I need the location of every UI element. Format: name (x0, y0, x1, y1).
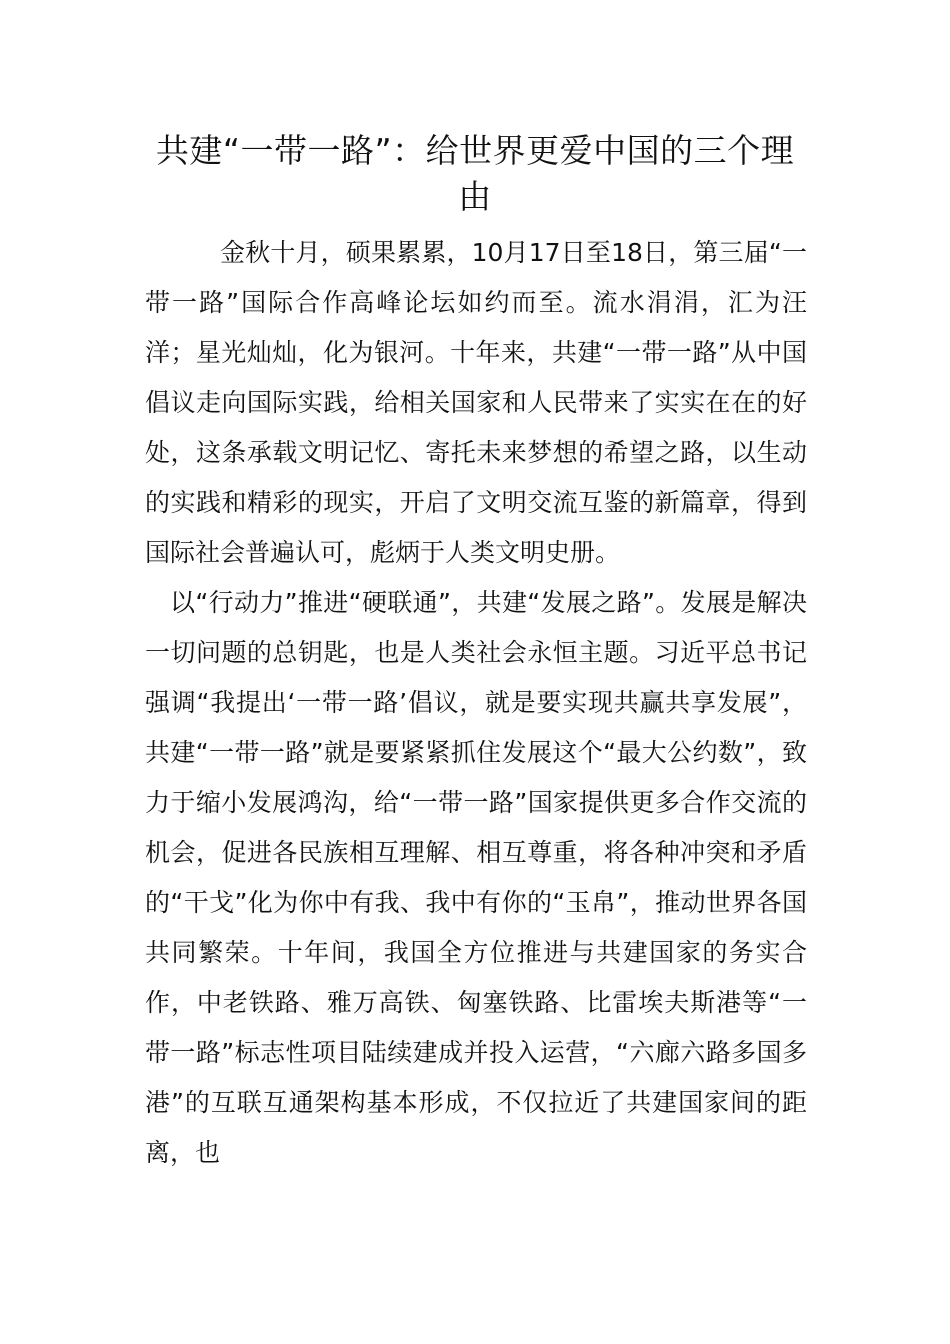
paragraph-development-road: 以“行动力”推进“硬联通”，共建“发展之路”。发展是解决一切问题的总钥匙，也是人类社会永恒主题。习近平总书记强调“我提出‘一带一路’倡议，就是要实现共赢共享发展”，共建“一带一路”就是要紧紧抓住发展这个“最大公约数”，致力于缩小发展鸿沟，给“一带一路”国家提供更多合作交流的机会，促进各民族相互理解、相互尊重，将各种冲突和矛盾的“干戈”化为你中有我、我中有你的“玉帛”，推动世界各国共同繁荣。十年间，我国全方位推进与共建国家的务实合作，中老铁路、雅万高铁、匈塞铁路、比雷埃夫斯港等“一带一路”标志性项目陆续建成并投入运营，“六廊六路多国多港”的互联互通架构基本形成，不仅拉近了共建国家间的距离，也 (145, 588, 807, 1167)
paragraph-intro: 金秋十月，硕果累累，10月17日至18日，第三届“一带一路”国际合作高峰论坛如约而至。流水涓涓，汇为汪洋；星光灿灿，化为银河。十年来，共建“一带一路”从中国倡议走向国际实践，给相关国家和人民带来了实实在在的好处，这条承载文明记忆、寄托未来梦想的希望之路，以生动的实践和精彩的现实，开启了文明交流互鉴的新篇章，得到国际社会普遍认可，彪炳于人类文明史册。 (145, 238, 807, 567)
document-title: 共建“一带一路”：给世界更爱中国的三个理由 (155, 131, 795, 216)
document-body (145, 228, 807, 1178)
